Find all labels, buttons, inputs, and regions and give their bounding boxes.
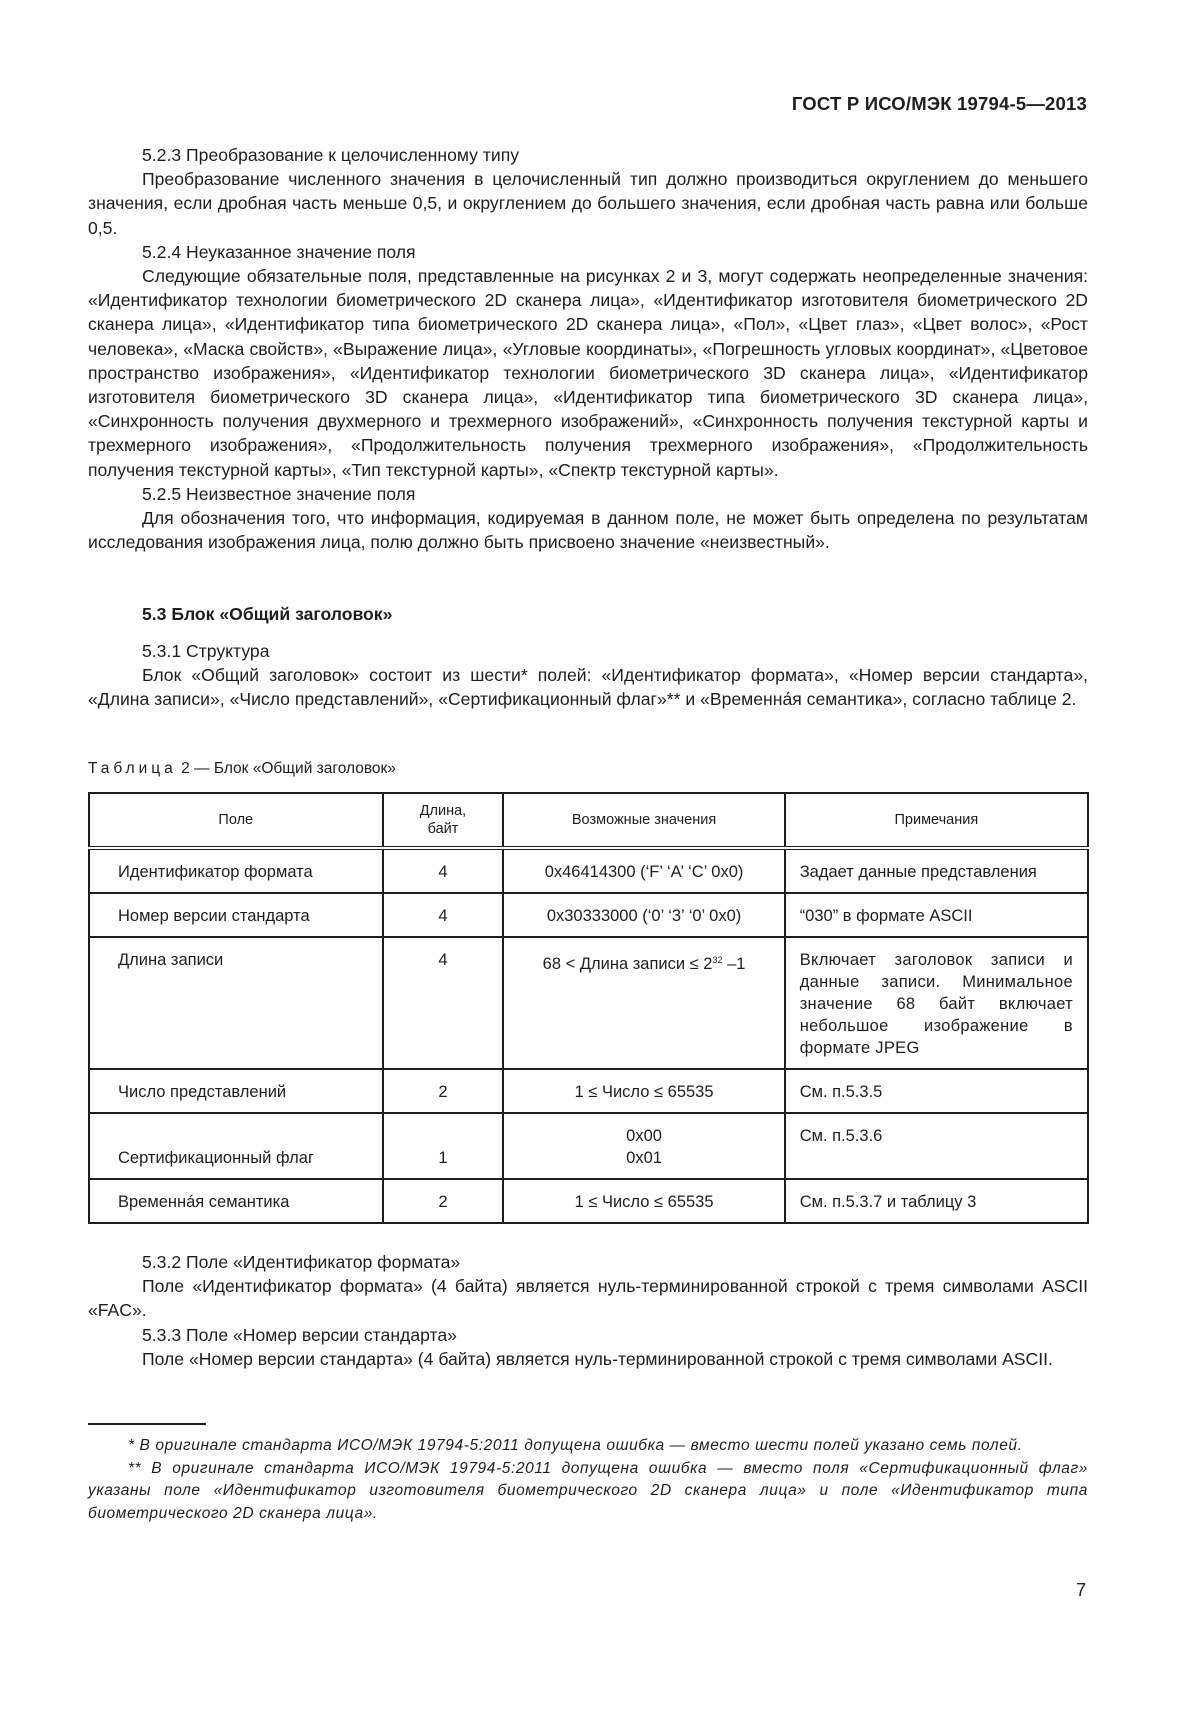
section-5-2-3-title: 5.2.3 Преобразование к целочисленному типу: [142, 145, 520, 165]
cell-values: 0x46414300 (‘F’ ‘A’ ‘C’ 0x0): [503, 848, 784, 893]
section-5-3-3-title: 5.3.3 Поле «Номер версии стандарта»: [142, 1324, 457, 1345]
cell-field: Число представлений: [89, 1069, 383, 1113]
section-5-2-3-body: Преобразование численного значения в целочисленный тип должно производиться округлением до меньшего значения, если дробная часть меньше 0,5, и округлением до большего значения, если дробная часть равна или больше 0,5.: [88, 169, 1088, 238]
section-5-3-1-body: Блок «Общий заголовок» состоит из шести* полей: «Идентификатор формата», «Номер версии стандарта», «Длина записи», «Число представлений», «Сертификационный флаг»** и «Временна́я семантика», согласно таблице 2.: [88, 665, 1088, 710]
column-header-values: Возможные значения: [503, 793, 784, 848]
column-header-field: Поле: [89, 793, 383, 848]
footnotes: [88, 1435, 1088, 1525]
cell-length: 2: [383, 1179, 504, 1223]
values-line-1: 0x00: [626, 1127, 662, 1145]
footnote-2: ** В оригинале стандарта ИСО/МЭК 19794-5:2011 допущена ошибка — вместо поля «Сертификационный флаг» указаны поле «Идентификатор изготовителя биометрического 2D сканера лица» и поле «Идентификатор типа биометрического 2D сканера лица».: [88, 1459, 1088, 1522]
section-5-2-4-title: 5.2.4 Неуказанное значение поля: [142, 241, 416, 262]
cell-length: 1: [383, 1113, 504, 1179]
section-5-3-3-body: Поле «Номер версии стандарта» (4 байта) является нуль-терминированной строкой с тремя символами ASCII.: [142, 1348, 1053, 1369]
cell-field: Номер версии стандарта: [89, 893, 383, 937]
cell-values: 1 ≤ Число ≤ 65535: [503, 1069, 784, 1113]
cell-length: 4: [383, 937, 504, 1069]
cell-values: 0x30333000 (‘0’ ‘3’ ‘0’ 0x0): [503, 893, 784, 937]
cell-notes: “030” в формате ASCII: [785, 893, 1088, 937]
cell-notes: См. п.5.3.7 и таблицу 3: [785, 1179, 1088, 1223]
footnote-separator: [88, 1423, 206, 1425]
footnote-1: * В оригинале стандарта ИСО/МЭК 19794-5:2011 допущена ошибка — вместо шести полей указано семь полей.: [128, 1437, 1023, 1454]
document-header-id: ГОСТ Р ИСО/МЭК 19794-5—2013: [791, 93, 1087, 114]
table-2-caption: [88, 760, 396, 778]
table-2-common-header: [88, 792, 1089, 1224]
cell-length: 4: [383, 893, 504, 937]
cell-values: 1 ≤ Число ≤ 65535: [503, 1179, 784, 1223]
section-5-3-title: 5.3 Блок «Общий заголовок»: [142, 604, 393, 624]
section-5-3-2-body: Поле «Идентификатор формата» (4 байта) является нуль-терминированной строкой с тремя символами ASCII «FAC».: [88, 1276, 1088, 1321]
cell-field: Временна́я семантика: [89, 1179, 383, 1223]
cell-notes: Включает заголовок записи и данные записи. Минимальное значение 68 байт включает небольшое изображение в формате JPEG: [785, 937, 1088, 1069]
cell-values: [503, 1113, 784, 1179]
section-5-3-heading-block: [88, 602, 1088, 626]
table-row: [89, 848, 1088, 893]
section-5-2-4-body: Следующие обязательные поля, представленные на рисунках 2 и 3, могут содержать неопределенные значения: «Идентификатор технологии биометрического 2D сканера лица», «Идентификатор изготовителя биометрического 2D сканера лица», «Идентификатор типа биометрического 2D сканера лица», «Пол», «Цвет глаз», «Цвет волос», «Рост человека», «Маска свойств», «Выражение лица», «Угловые координаты», «Погрешность угловых координат», «Цветовое пространство изображения», «Идентификатор технологии биометрического 3D сканера лица», «Идентификатор изготовителя биометрического 3D сканера лица», «Идентификатор типа биометрического 3D сканера лица», «Синхронность получения двухмерного и трехмерного изображений», «Синхронность получения текстурной карты и трехмерного изображения», «Продолжительность получения трехмерного изображения», «Продолжительность получения текстурной карты», «Тип текстурной карты», «Спектр текстурной карты».: [88, 266, 1088, 480]
cell-field: Длина записи: [89, 937, 383, 1069]
table-row: [89, 1113, 1088, 1179]
table-row: [89, 1069, 1088, 1113]
section-5-2-5-body: Для обозначения того, что информация, кодируемая в данном поле, не может быть определена по результатам исследования изображения лица, полю должно быть присвоено значение «неизвестный».: [88, 508, 1088, 553]
column-header-notes: Примечания: [785, 793, 1088, 848]
cell-length: 4: [383, 848, 504, 893]
table-row: [89, 937, 1088, 1069]
values-line-2: 0x01: [626, 1149, 662, 1167]
cell-field: Сертификационный флаг: [89, 1113, 383, 1179]
values-text: 68 < Длина записи ≤ 2: [542, 955, 713, 973]
page-number: 7: [1075, 1580, 1086, 1600]
section-5-3-1-block: [88, 639, 1088, 712]
table-row: [89, 893, 1088, 937]
cell-notes: См. п.5.3.5: [785, 1069, 1088, 1113]
cell-notes: См. п.5.3.6: [785, 1113, 1088, 1179]
section-5-3-2-title: 5.3.2 Поле «Идентификатор формата»: [142, 1252, 461, 1272]
cell-values: [503, 937, 784, 1069]
table-caption-prefix: Таблица: [88, 760, 177, 777]
table-header-row: [89, 793, 1088, 848]
cell-length: 2: [383, 1069, 504, 1113]
table-caption-text: 2 — Блок «Общий заголовок»: [181, 760, 396, 777]
cell-field: Идентификатор формата: [89, 848, 383, 893]
section-5-2-5-title: 5.2.5 Неизвестное значение поля: [142, 483, 416, 504]
column-header-length: Длина, байт: [383, 793, 504, 848]
table-row: [89, 1179, 1088, 1223]
section-5-3-1-title: 5.3.1 Структура: [142, 641, 270, 661]
values-exponent: 32: [712, 955, 723, 965]
section-5-2-text: [88, 143, 1088, 554]
cell-notes: Задает данные представления: [785, 848, 1088, 893]
section-5-3-2-3-text: [88, 1250, 1088, 1371]
values-suffix: –1: [722, 955, 746, 973]
